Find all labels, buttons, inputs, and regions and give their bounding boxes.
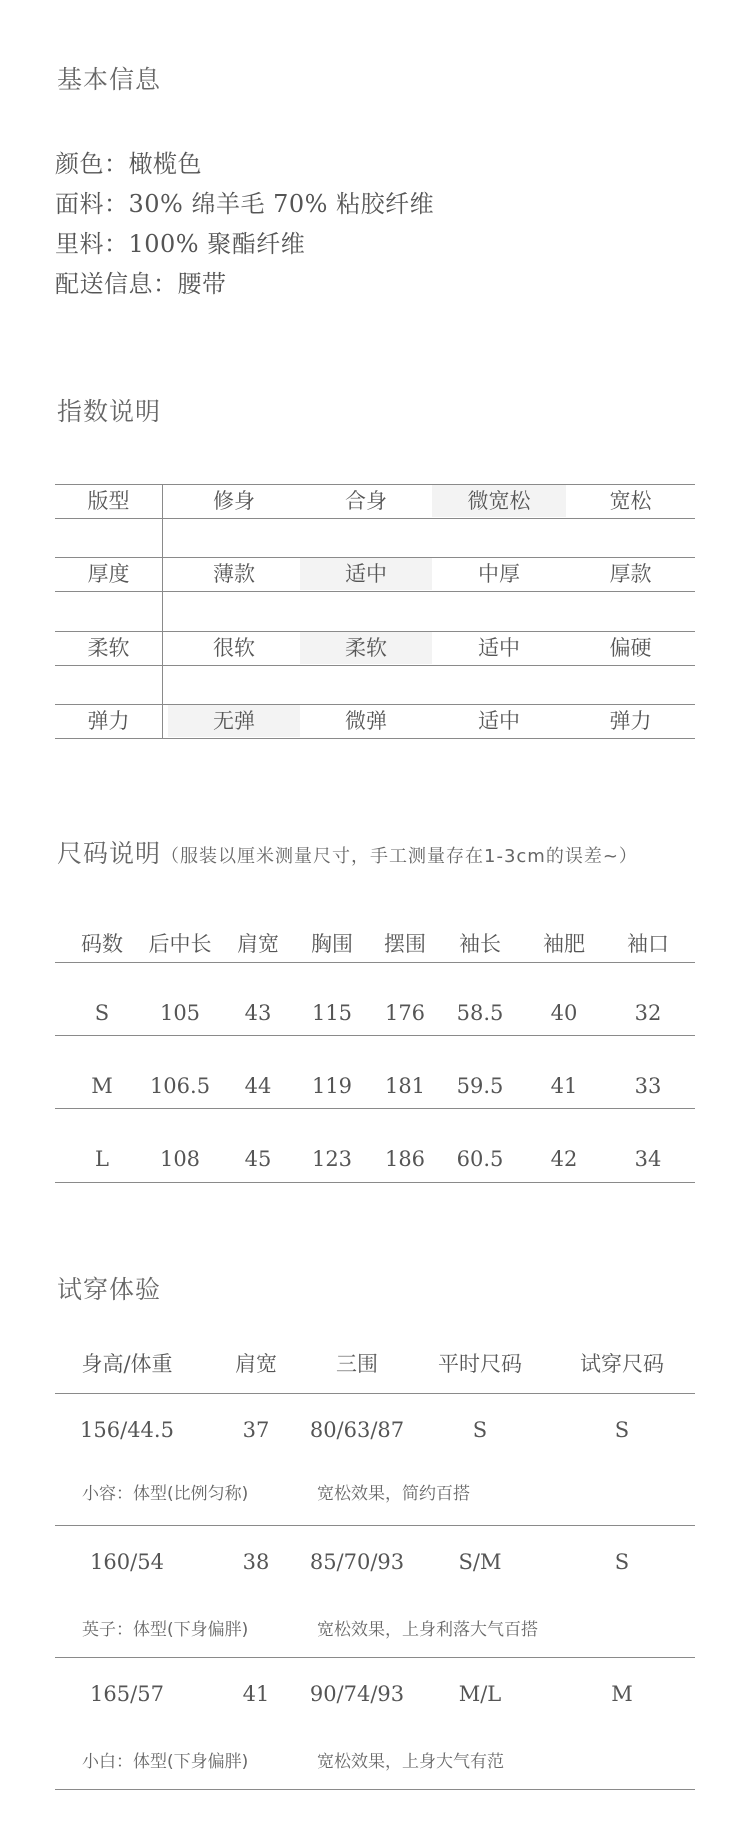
trial-person: 小容：体型(比例匀称) <box>82 1484 249 1504</box>
trial-cell: S <box>472 1418 488 1442</box>
divider <box>55 962 695 963</box>
index-option: 弹力 <box>609 709 652 733</box>
trial-header: 身高/体重 <box>81 1352 173 1376</box>
trial-cell: 165/57 <box>90 1682 164 1706</box>
index-option-selected: 适中 <box>300 558 432 590</box>
divider <box>162 484 163 738</box>
size-cell: 115 <box>311 1001 353 1025</box>
trial-cell: S/M <box>458 1550 502 1574</box>
trial-cell: M/L <box>458 1682 502 1706</box>
divider <box>55 518 695 519</box>
trial-header: 肩宽 <box>235 1352 277 1376</box>
size-title-text: 尺码说明 <box>57 839 162 868</box>
lining-line: 里料：100% 聚酯纤维 <box>55 230 306 258</box>
index-title: 指数说明 <box>57 397 162 426</box>
color-line: 颜色：橄榄色 <box>55 150 202 178</box>
size-header: 摆围 <box>384 932 426 956</box>
trial-cell: 160/54 <box>90 1550 164 1574</box>
trial-cell: 85/70/93 <box>309 1550 405 1574</box>
index-option: 薄款 <box>213 562 255 586</box>
trial-cell: 41 <box>242 1682 270 1706</box>
trial-cell: 38 <box>242 1550 270 1574</box>
trial-cell: 90/74/93 <box>309 1682 405 1706</box>
size-cell: 105 <box>159 1001 201 1025</box>
trial-person: 英子：体型(下身偏胖) <box>82 1620 249 1640</box>
size-header: 胸围 <box>311 932 353 956</box>
divider <box>55 1182 695 1183</box>
index-label-elasticity: 弹力 <box>87 709 130 733</box>
size-cell: 42 <box>550 1147 578 1171</box>
size-cell: 58.5 <box>456 1001 504 1025</box>
size-cell: 44 <box>244 1074 272 1098</box>
size-cell: 108 <box>159 1147 201 1171</box>
size-cell: 106.5 <box>149 1074 211 1098</box>
size-title <box>57 834 638 870</box>
fabric-line: 面料：30% 绵羊毛 70% 粘胶纤维 <box>55 190 435 218</box>
index-option: 很软 <box>213 636 255 660</box>
trial-header: 平时尺码 <box>438 1352 522 1376</box>
trial-header: 三围 <box>336 1352 378 1376</box>
size-cell: 181 <box>384 1074 426 1098</box>
size-header: 后中长 <box>148 932 212 956</box>
divider <box>55 1789 695 1790</box>
trial-cell: 37 <box>242 1418 270 1442</box>
divider <box>55 1035 695 1036</box>
index-option: 修身 <box>213 489 255 513</box>
index-option: 宽松 <box>609 489 652 513</box>
size-cell: 40 <box>550 1001 578 1025</box>
size-cell: M <box>91 1074 113 1098</box>
size-cell: 32 <box>634 1001 662 1025</box>
size-cell: 45 <box>244 1147 272 1171</box>
divider <box>55 738 695 739</box>
size-cell: 33 <box>634 1074 662 1098</box>
index-option-selected: 无弹 <box>168 705 300 737</box>
size-cell: S <box>94 1001 110 1025</box>
size-header: 袖口 <box>627 932 669 956</box>
index-option: 偏硬 <box>609 636 652 660</box>
size-cell: 34 <box>634 1147 662 1171</box>
trial-effect: 宽松效果，上身利落大气百搭 <box>317 1620 538 1640</box>
divider <box>55 1657 695 1658</box>
index-option: 适中 <box>478 636 520 660</box>
trial-cell: M <box>611 1682 633 1706</box>
divider <box>55 591 695 592</box>
index-option: 中厚 <box>478 562 520 586</box>
index-label-thickness: 厚度 <box>87 562 130 586</box>
trial-effect: 宽松效果，上身大气有范 <box>317 1752 504 1772</box>
index-option-selected: 柔软 <box>300 632 432 664</box>
size-cell: 43 <box>244 1001 272 1025</box>
divider <box>55 1525 695 1526</box>
size-cell: 123 <box>311 1147 353 1171</box>
index-label-softness: 柔软 <box>87 636 130 660</box>
trial-cell: S <box>614 1550 630 1574</box>
size-header: 肩宽 <box>237 932 279 956</box>
trial-cell: 80/63/87 <box>309 1418 405 1442</box>
trial-cell: 156/44.5 <box>80 1418 174 1442</box>
index-option: 合身 <box>345 489 387 513</box>
accessory-line: 配送信息：腰带 <box>55 270 227 298</box>
size-header: 袖肥 <box>543 932 585 956</box>
size-header: 袖长 <box>459 932 501 956</box>
divider <box>55 665 695 666</box>
size-cell: 59.5 <box>456 1074 504 1098</box>
size-cell: 186 <box>384 1147 426 1171</box>
index-label-fit: 版型 <box>87 489 130 513</box>
index-option: 厚款 <box>609 562 652 586</box>
divider <box>55 1108 695 1109</box>
size-note: （服装以厘米测量尺寸，手工测量存在1-3cm的误差~） <box>161 846 638 867</box>
basic-info-title: 基本信息 <box>57 65 162 94</box>
divider <box>55 1393 695 1394</box>
size-cell: 119 <box>311 1074 353 1098</box>
trial-cell: S <box>614 1418 630 1442</box>
trial-title: 试穿体验 <box>57 1275 162 1304</box>
size-header: 码数 <box>81 932 123 956</box>
size-cell: 176 <box>384 1001 426 1025</box>
size-cell: L <box>95 1147 109 1171</box>
index-option: 适中 <box>478 709 520 733</box>
trial-effect: 宽松效果，简约百搭 <box>317 1484 470 1504</box>
size-cell: 41 <box>550 1074 578 1098</box>
size-cell: 60.5 <box>456 1147 504 1171</box>
trial-person: 小白：体型(下身偏胖) <box>82 1752 249 1772</box>
index-option: 微弹 <box>345 709 387 733</box>
trial-header: 试穿尺码 <box>580 1352 664 1376</box>
index-option-selected: 微宽松 <box>432 485 566 517</box>
